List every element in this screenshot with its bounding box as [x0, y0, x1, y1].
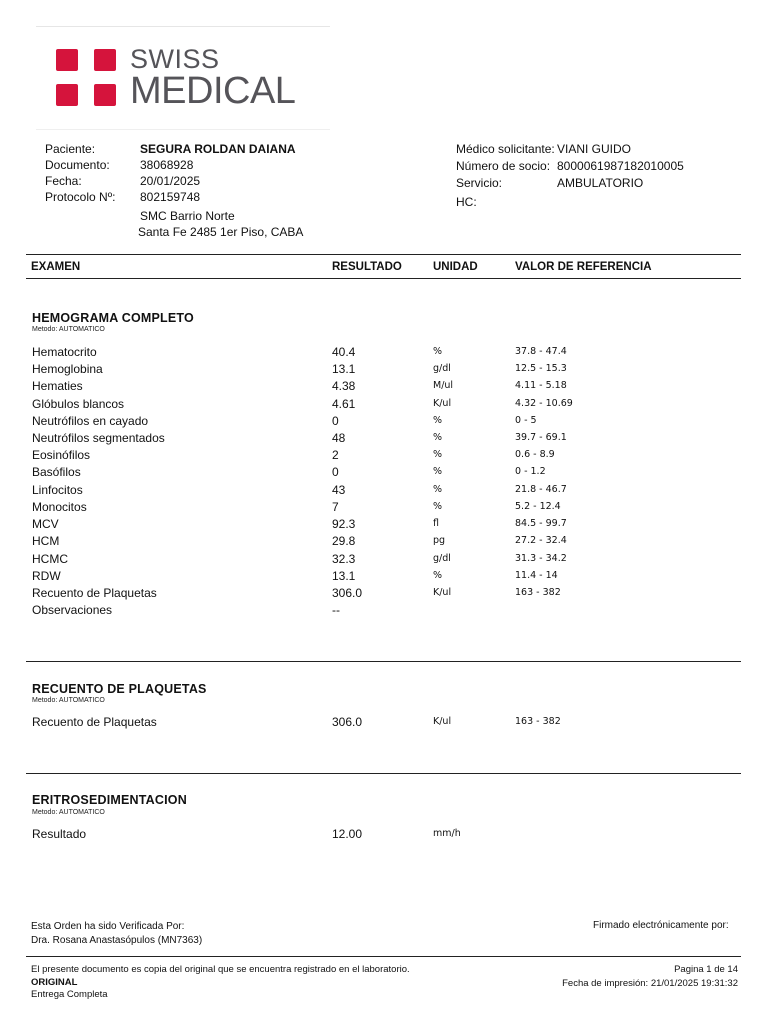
row-ref: 31.3 - 34.2 [515, 553, 567, 564]
patient-name: SEGURA ROLDAN DAIANA [140, 142, 296, 156]
label-socio: Número de socio: [456, 159, 551, 173]
row-name: Linfocitos [32, 483, 83, 497]
label-medico: Médico solicitante: [456, 142, 555, 156]
row-name: Recuento de Plaquetas [32, 586, 157, 600]
logo-cross-square-br [94, 84, 116, 106]
swiss-medical-logo [36, 26, 330, 130]
row-ref: 11.4 - 14 [515, 570, 558, 581]
patient-protocolo: 802159748 [140, 190, 201, 204]
row-result: 4.38 [332, 379, 356, 393]
section-method: Metodo: AUTOMATICO [32, 809, 105, 816]
row-name: Basófilos [32, 465, 81, 479]
row-result: 13.1 [332, 362, 356, 376]
header-bottom-rule [26, 278, 741, 279]
row-result: 12.00 [332, 827, 363, 841]
row-name: Neutrófilos segmentados [32, 431, 165, 445]
verified-by-label: Esta Orden ha sido Verificada Por: [31, 921, 185, 932]
row-unit: K/ul [433, 398, 452, 409]
row-name: HCM [32, 534, 60, 548]
row-result: 4.61 [332, 397, 356, 411]
row-unit: mm/h [433, 828, 461, 839]
row-ref: 84.5 - 99.7 [515, 518, 567, 529]
col-resultado: RESULTADO [332, 261, 402, 273]
row-name: Hematocrito [32, 345, 97, 359]
logo-cross-square-bl [56, 84, 78, 106]
row-unit: K/ul [433, 587, 452, 598]
row-unit: g/dl [433, 553, 451, 564]
section-divider [26, 661, 741, 662]
col-examen: EXAMEN [31, 261, 81, 273]
row-ref: 163 - 382 [515, 587, 561, 598]
row-result: 43 [332, 483, 346, 497]
footer-rule [26, 956, 741, 957]
row-unit: M/ul [433, 380, 454, 391]
col-referencia: VALOR DE REFERENCIA [515, 261, 652, 273]
row-ref: 0 - 5 [515, 415, 537, 426]
row-result: 306.0 [332, 586, 363, 600]
row-unit: % [433, 346, 443, 357]
row-result: 2 [332, 448, 339, 462]
row-ref: 12.5 - 15.3 [515, 363, 567, 374]
row-unit: % [433, 570, 443, 581]
col-unidad: UNIDAD [433, 261, 478, 273]
row-unit: % [433, 501, 443, 512]
row-ref: 27.2 - 32.4 [515, 535, 567, 546]
row-result: 13.1 [332, 569, 356, 583]
row-name: Neutrófilos en cayado [32, 414, 149, 428]
row-result: 7 [332, 500, 339, 514]
logo-cross-square-tl [56, 49, 78, 71]
row-ref: 37.8 - 47.4 [515, 346, 567, 357]
row-name: MCV [32, 517, 59, 531]
patient-documento: 38068928 [140, 158, 194, 172]
row-name: Recuento de Plaquetas [32, 715, 157, 729]
row-name: Eosinófilos [32, 448, 91, 462]
row-name: Hemoglobina [32, 362, 103, 376]
page-indicator: Pagina 1 de 14 [674, 964, 738, 975]
section-title: RECUENTO DE PLAQUETAS [32, 682, 207, 696]
row-unit: % [433, 484, 443, 495]
row-name: Hematies [32, 379, 83, 393]
doctor-socio: 8000061987182010005 [557, 159, 684, 173]
label-protocolo: Protocolo Nº: [45, 190, 116, 204]
label-hc: HC: [456, 195, 477, 209]
doctor-medico: VIANI GUIDO [557, 142, 632, 156]
label-documento: Documento: [45, 158, 110, 172]
label-paciente: Paciente: [45, 142, 96, 156]
row-unit: % [433, 449, 443, 460]
row-ref: 4.11 - 5.18 [515, 380, 567, 391]
row-name: HCMC [32, 552, 68, 566]
section-divider [26, 773, 741, 774]
label-fecha: Fecha: [45, 174, 82, 188]
section-title: HEMOGRAMA COMPLETO [32, 311, 194, 325]
copy-note: El presente documento es copia del original que se encuentra registrado en el laboratorio. [31, 964, 410, 975]
row-ref: 39.7 - 69.1 [515, 432, 567, 443]
logo-cross-square-tr [94, 49, 116, 71]
row-unit: % [433, 466, 443, 477]
row-name: Observaciones [32, 603, 113, 617]
logo-text-swiss: SWISS [130, 44, 220, 74]
row-unit: g/dl [433, 363, 451, 374]
row-result: 306.0 [332, 715, 363, 729]
signed-electronically-label: Firmado electrónicamente por: [593, 920, 729, 931]
row-result: -- [332, 603, 340, 617]
header-top-rule [26, 254, 741, 255]
doctor-servicio: AMBULATORIO [557, 176, 644, 190]
row-ref: 21.8 - 46.7 [515, 484, 567, 495]
row-unit: pg [433, 535, 446, 546]
row-result: 0 [332, 414, 339, 428]
label-servicio: Servicio: [456, 176, 503, 190]
verifying-doctor: Dra. Rosana Anastasópulos (MN7363) [31, 935, 203, 946]
row-result: 0 [332, 465, 339, 479]
print-date: Fecha de impresión: 21/01/2025 19:31:32 [562, 978, 738, 989]
row-ref: 0 - 1.2 [515, 466, 546, 477]
entrega-label: Entrega Completa [31, 989, 108, 1000]
row-result: 40.4 [332, 345, 356, 359]
row-result: 48 [332, 431, 346, 445]
row-result: 92.3 [332, 517, 356, 531]
row-result: 29.8 [332, 534, 356, 548]
row-name: Resultado [32, 827, 87, 841]
patient-fecha: 20/01/2025 [140, 174, 201, 188]
section-method: Metodo: AUTOMATICO [32, 326, 105, 333]
row-name: Monocitos [32, 500, 87, 514]
row-name: RDW [32, 569, 61, 583]
row-ref: 0.6 - 8.9 [515, 449, 555, 460]
row-unit: % [433, 415, 443, 426]
patient-sede: SMC Barrio Norte [140, 209, 235, 223]
row-unit: % [433, 432, 443, 443]
row-ref: 4.32 - 10.69 [515, 398, 573, 409]
row-result: 32.3 [332, 552, 356, 566]
section-title: ERITROSEDIMENTACION [32, 793, 187, 807]
row-name: Glóbulos blancos [32, 397, 125, 411]
logo-text-medical: MEDICAL [130, 70, 296, 112]
original-label: ORIGINAL [31, 977, 78, 988]
row-unit: K/ul [433, 716, 452, 727]
row-unit: fl [433, 518, 439, 529]
row-ref: 5.2 - 12.4 [515, 501, 561, 512]
section-method: Metodo: AUTOMATICO [32, 697, 105, 704]
row-ref: 163 - 382 [515, 716, 561, 727]
patient-direccion: Santa Fe 2485 1er Piso, CABA [138, 225, 304, 239]
